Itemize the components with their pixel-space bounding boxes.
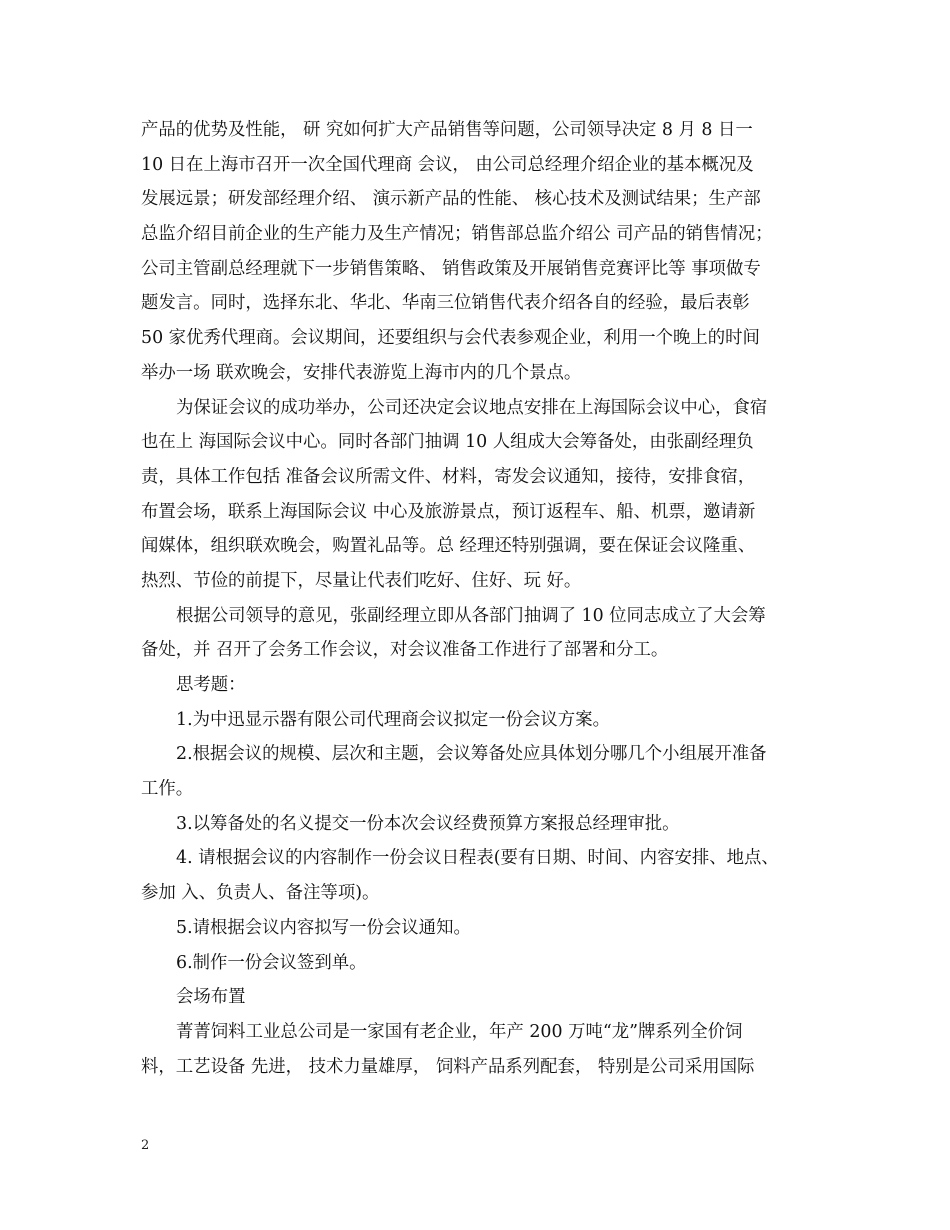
text-line: 布置会场，联系上海国际会议 中心及旅游景点，预订返程车、船、机票，邀请新 — [141, 501, 756, 522]
text-line: 热烈、节俭的前提下，尽量让代表们吃好、住好、玩 好。 — [141, 570, 582, 591]
text-line: 10 日在上海市召开一次全国代理商 会议， 由公司总经理介绍企业的基本概况及 — [141, 154, 754, 175]
text-line: 6.制作一份会议签到单。 — [176, 952, 367, 973]
text-line: 公司主管副总经理就下一步销售策略、 销售政策及开展销售竞赛评比等 事项做专 — [141, 258, 761, 279]
text-line: 闻媒体，组织联欢晚会，购置礼品等。总 经理还特别强调，要在保证会议隆重、 — [141, 536, 756, 557]
text-line: 责，具体工作包括 准备会议所需文件、材料，寄发会议通知，接待，安排食宿， — [141, 466, 756, 487]
text-line: 发展远景；研发部经理介绍、 演示新产品的性能、 核心技术及测试结果；生产部 — [141, 189, 761, 210]
text-line: 根据公司领导的意见，张副经理立即从各部门抽调了 10 位同志成立了大会筹 — [176, 605, 766, 626]
text-line: 会场布置 — [176, 987, 246, 1008]
text-line: 也在上 海国际会议中心。同时各部门抽调 10 人组成大会筹备处，由张副经理负 — [141, 432, 754, 453]
text-line: 3.以筹备处的名义提交一份本次会议经费预算方案报总经理审批。 — [176, 813, 680, 834]
text-line: 50 家优秀代理商。会议期间，还要组织与会代表参观企业，利用一个晚上的时间 — [141, 328, 760, 349]
text-line: 4. 请根据会议的内容制作一份会议日程表(要有日期、时间、内容安排、地点、 — [176, 848, 779, 869]
page-number: 2 — [141, 1138, 150, 1153]
text-line: 2.根据会议的规模、层次和主题，会议筹备处应具体划分哪几个小组展开准备 — [176, 744, 767, 765]
text-line: 1.为中迅显示器有限公司代理商会议拟定一份会议方案。 — [176, 709, 610, 730]
text-line: 总监介绍目前企业的生产能力及生产情况；销售部总监介绍公 司产品的销售情况； — [141, 224, 773, 245]
text-line: 思考题： — [176, 675, 246, 695]
text-line: 举办一场 联欢晚会，安排代表游览上海市内的几个景点。 — [141, 362, 582, 383]
text-line: 题发言。同时，选择东北、华北、华南三位销售代表介绍各自的经验，最后表彰 — [141, 293, 750, 314]
text-line: 工作。 — [141, 779, 194, 800]
text-line: 5.请根据会议内容拟写一份会议通知。 — [176, 917, 471, 938]
body-text — [141, 113, 813, 1084]
text-line: 产品的优势及性能， 研 究如何扩大产品销售等问题，公司领导决定 8 月 8 日一 — [141, 120, 753, 140]
text-line: 备处，并 召开了会务工作会议，对会议准备工作进行了部署和分工。 — [141, 640, 669, 661]
text-line: 料，工艺设备 先进， 技术力量雄厚， 饲料产品系列配套， 特别是公司采用国际 — [141, 1056, 755, 1077]
text-line: 为保证会议的成功举办，公司还决定会议地点安排在上海国际会议中心，食宿 — [176, 397, 768, 418]
text-line: 菁菁饲料工业总公司是一家国有老企业，年产 200 万吨“龙”牌系列全价饲 — [176, 1021, 743, 1042]
text-line: 参加 入、负责人、备注等项)。 — [141, 883, 380, 904]
